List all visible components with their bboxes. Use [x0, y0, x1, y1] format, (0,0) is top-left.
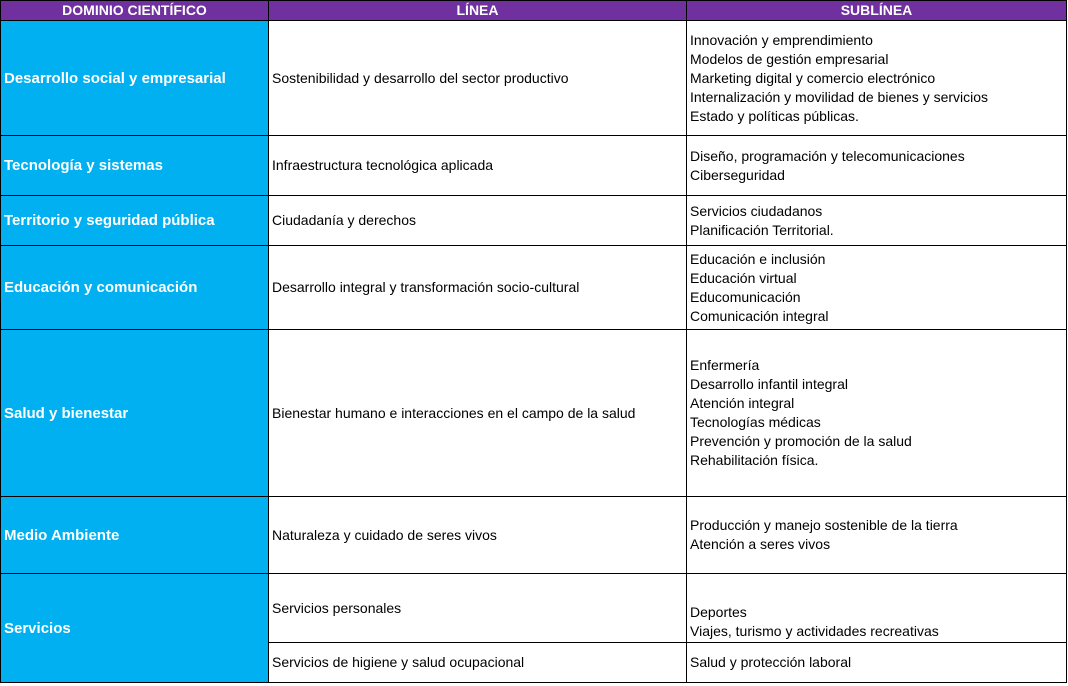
subline-item: Estado y políticas públicas. [690, 107, 859, 124]
subline-item: Servicios ciudadanos [690, 202, 823, 219]
table-row [1, 497, 1067, 574]
subline-item: Producción y manejo sostenible de la tierra [690, 517, 958, 533]
subline-item: Enfermería [690, 357, 760, 373]
subline-item: Tecnologías médicas [690, 414, 821, 430]
subline-item: Marketing digital y comercio electrónico [690, 69, 936, 86]
line-cell: Servicios de higiene y salud ocupacional [269, 643, 687, 683]
line-cell: Sostenibilidad y desarrollo del sector productivo [269, 21, 687, 136]
subline-item: Deportes [690, 604, 747, 620]
domain-cell: Educación y comunicación [1, 246, 269, 330]
subline-cell [687, 21, 1067, 136]
subline-cell [687, 196, 1067, 246]
line-cell: Bienestar humano e interacciones en el campo de la salud [269, 330, 687, 497]
line-cell: Desarrollo integral y transformación socio-cultural [269, 246, 687, 330]
subline-cell [687, 574, 1067, 643]
line-cell: Naturaleza y cuidado de seres vivos [269, 497, 687, 574]
table-row [1, 574, 1067, 643]
subline-item: Comunicación integral [690, 307, 829, 324]
domain-cell: Tecnología y sistemas [1, 136, 269, 196]
subline-item: Modelos de gestión empresarial [690, 50, 889, 67]
table-row [1, 136, 1067, 196]
subline-cell [687, 643, 1067, 683]
subline-item: Salud y protección laboral [690, 654, 852, 670]
subline-item: Educación virtual [690, 269, 797, 286]
subline-item: Prevención y promoción de la salud [690, 433, 912, 449]
table-row [1, 330, 1067, 497]
line-cell: Ciudadanía y derechos [269, 196, 687, 246]
line-cell: Servicios personales [269, 574, 687, 643]
table-row [1, 246, 1067, 330]
subline-item: Desarrollo infantil integral [690, 376, 848, 392]
subline-item: Rehabilitación física. [690, 452, 819, 468]
subline-cell [687, 136, 1067, 196]
domain-cell: Medio Ambiente [1, 497, 269, 574]
subline-item: Internalización y movilidad de bienes y servicios [690, 88, 989, 105]
subline-cell [687, 246, 1067, 330]
domain-cell: Territorio y seguridad pública [1, 196, 269, 246]
domain-cell: Salud y bienestar [1, 330, 269, 497]
header-row [1, 1, 1067, 21]
subline-cell [687, 330, 1067, 497]
subline-item: Ciberseguridad [690, 166, 785, 183]
subline-item: Innovación y emprendimiento [690, 31, 873, 48]
subline-item: Educación e inclusión [690, 250, 826, 267]
subline-cell [687, 497, 1067, 574]
domain-cell: Desarrollo social y empresarial [1, 21, 269, 136]
domain-cell: Servicios [1, 574, 269, 683]
header-subline: SUBLÍNEA [687, 1, 1067, 21]
subline-item: Atención integral [690, 395, 795, 411]
line-cell: Infraestructura tecnológica aplicada [269, 136, 687, 196]
subline-item: Atención a seres vivos [690, 536, 831, 552]
subline-item: Viajes, turismo y actividades recreativas [690, 623, 939, 639]
header-domain: DOMINIO CIENTÍFICO [1, 1, 269, 21]
subline-item: Planificación Territorial. [690, 221, 834, 238]
table-row [1, 196, 1067, 246]
header-line: LÍNEA [269, 1, 687, 21]
subline-item: Diseño, programación y telecomunicaciones [690, 147, 965, 164]
subline-item: Educomunicación [690, 288, 801, 305]
table-row [1, 21, 1067, 136]
